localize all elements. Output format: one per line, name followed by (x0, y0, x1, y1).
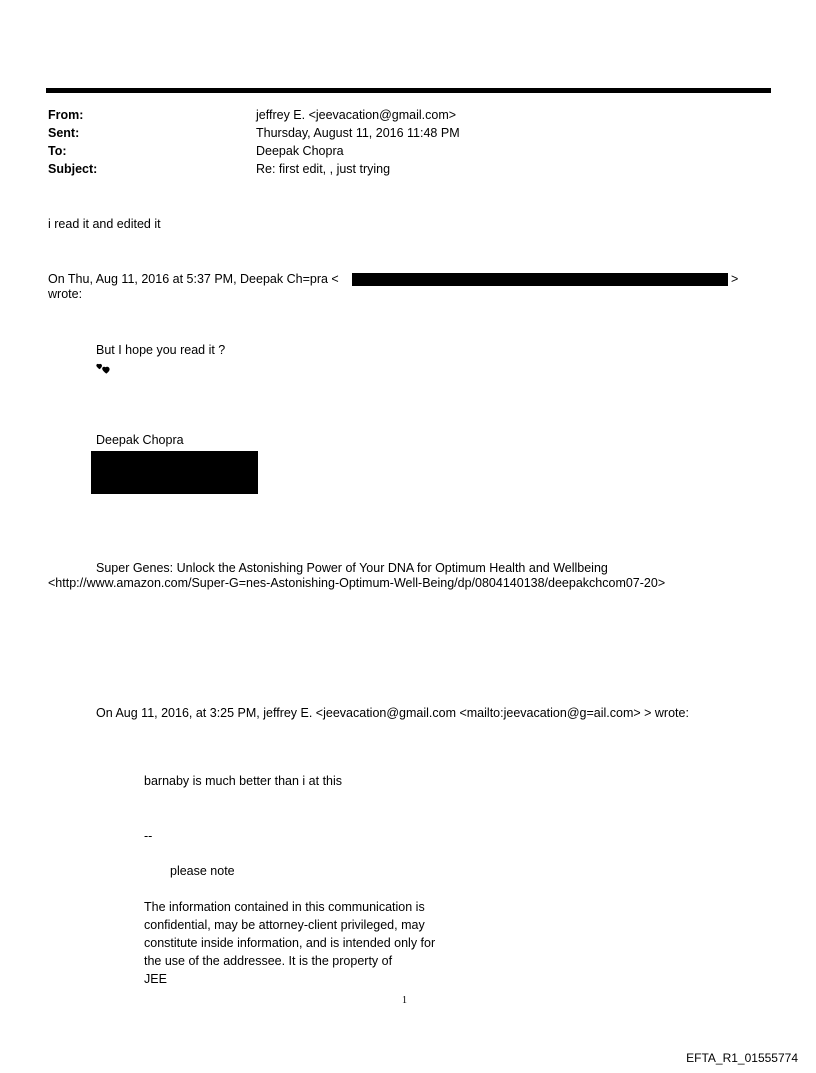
disclaimer-line: constitute inside information, and is intended only for (144, 936, 436, 950)
to-value: Deepak Chopra (256, 144, 344, 158)
subject-value: Re: first edit, , just trying (256, 162, 391, 176)
redaction-bar (352, 273, 728, 286)
book-link[interactable]: <http://www.amazon.com/Super-G=nes-Astonishing-Optimum-Well-Being/dp/0804140138/deepakchcom07-20> (48, 576, 666, 590)
sent-value: Thursday, August 11, 2016 11:48 PM (256, 126, 460, 140)
quote1-wrote: wrote: (48, 287, 83, 301)
hearts-icon (96, 363, 112, 375)
subject-label: Subject: (48, 162, 98, 176)
quote2-text: barnaby is much better than i at this (144, 774, 343, 788)
signature-redaction (91, 451, 258, 494)
signature-name: Deepak Chopra (96, 433, 184, 447)
quote1-intro: On Thu, Aug 11, 2016 at 5:37 PM, Deepak Ch=pra < (48, 272, 339, 286)
disclaimer-line: The information contained in this communication is (144, 900, 425, 914)
sent-label: Sent: (48, 126, 80, 140)
book-title: Super Genes: Unlock the Astonishing Power of Your DNA for Optimum Health and Wellbeing (96, 561, 608, 575)
signature-separator: -- (144, 829, 153, 843)
quote1-text: But I hope you read it ? (96, 343, 226, 357)
please-note: please note (170, 864, 235, 878)
to-label: To: (48, 144, 67, 158)
header-rule (46, 88, 771, 93)
quote1-intro-end: > (731, 272, 739, 286)
disclaimer-line: confidential, may be attorney-client privileged, may (144, 918, 425, 932)
disclaimer-line: JEE (144, 972, 167, 986)
document-id: EFTA_R1_01555774 (686, 1051, 798, 1065)
page-number: 1 (402, 995, 407, 1006)
from-value: jeffrey E. <jeevacation@gmail.com> (256, 108, 457, 122)
disclaimer-line: the use of the addressee. It is the property of (144, 954, 393, 968)
quote2-intro: On Aug 11, 2016, at 3:25 PM, jeffrey E. <jeevacation@gmail.com <mailto:jeevacation@g=ail.com> > wrote: (96, 706, 689, 720)
from-label: From: (48, 108, 84, 122)
reply-text: i read it and edited it (48, 217, 161, 231)
